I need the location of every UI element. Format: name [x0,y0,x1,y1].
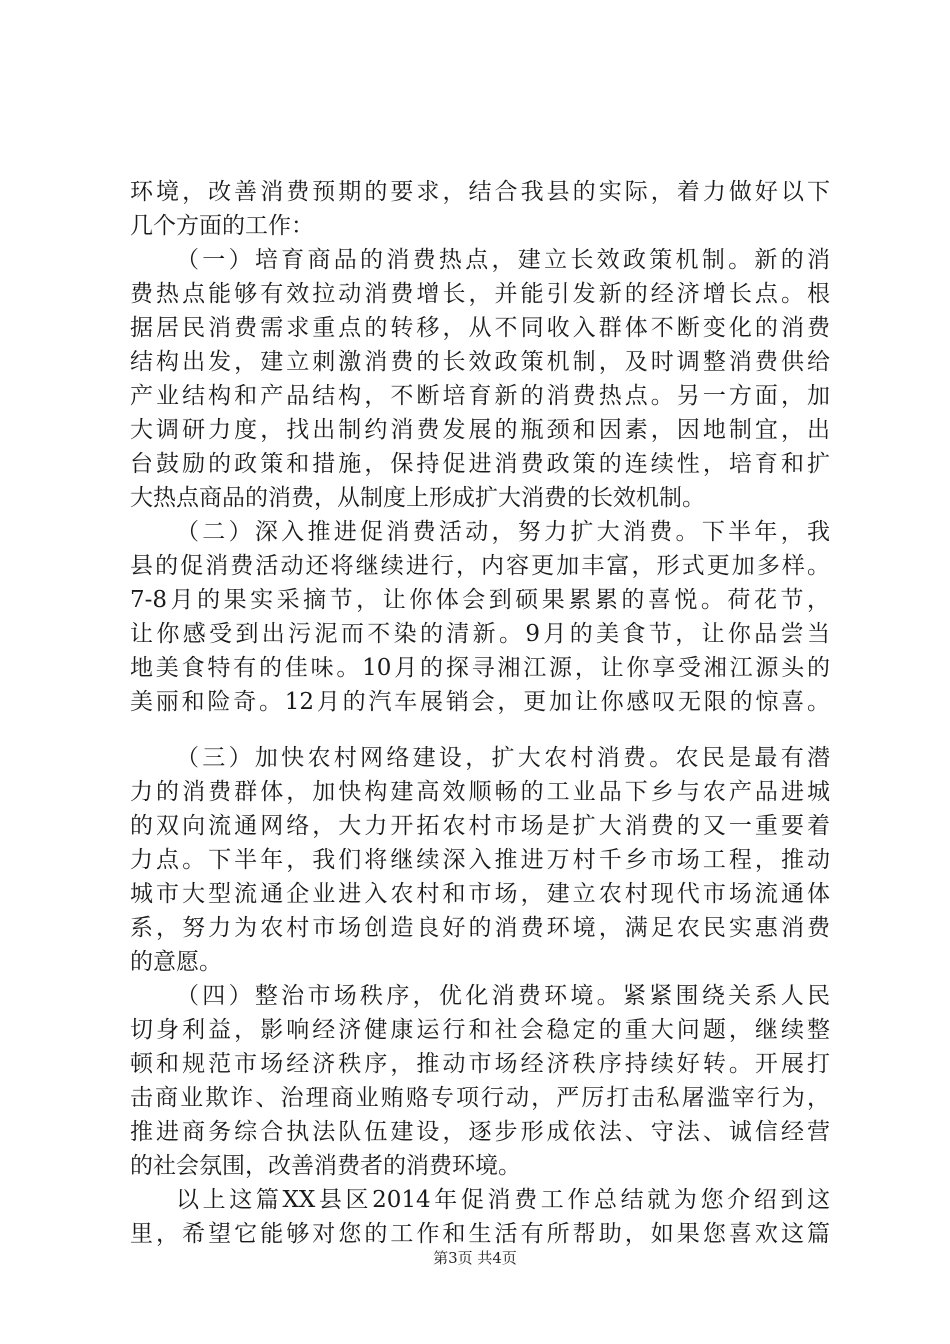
text-line: 推进商务综合执法队伍建设，逐步形成依法、守法、诚信经营 [130,1119,830,1145]
text-line: 力点。下半年，我们将继续深入推进万村千乡市场工程，推动 [130,847,830,873]
paragraph-start: （一）培育商品的消费热点，建立长效政策机制。新的消 [176,247,830,273]
paragraph-start: （二）深入推进促消费活动，努力扩大消费。下半年，我 [176,519,830,545]
text-line: 顿和规范市场经济秩序，推动市场经济秩序持续好转。开展打 [130,1051,830,1077]
text-line: 产业结构和产品结构，不断培育新的消费热点。另一方面，加 [130,383,830,409]
text-line: 几个方面的工作： [130,213,314,239]
text-line: 城市大型流通企业进入农村和市场，建立农村现代市场流通体 [130,881,830,907]
text-line: 台鼓励的政策和措施，保持促进消费政策的连续性，培育和扩 [130,451,830,477]
text-line: 费热点能够有效拉动消费增长，并能引发新的经济增长点。根 [130,281,830,307]
text-line: 7-8月的果实采摘节，让你体会到硕果累累的喜悦。荷花节， [130,587,830,613]
text-line: 的双向流通网络，大力开拓农村市场是扩大消费的又一重要着 [130,813,830,839]
page-footer: 第3页 共4页 [433,1249,517,1267]
text-line: 据居民消费需求重点的转移，从不同收入群体不断变化的消费 [130,315,830,341]
paragraph-start: （四）整治市场秩序，优化消费环境。紧紧围绕关系人民 [176,983,830,1009]
text-line: 让你感受到出污泥而不染的清新。9月的美食节，让你品尝当 [130,621,830,647]
text-line: 系，努力为农村市场创造良好的消费环境，满足农民实惠消费 [130,915,830,941]
text-line: 击商业欺诈、治理商业贿赂专项行动，严厉打击私屠滥宰行为， [130,1085,830,1111]
text-line: 里，希望它能够对您的工作和生活有所帮助，如果您喜欢这篇 [130,1221,830,1247]
text-line: 地美食特有的佳味。10月的探寻湘江源，让你享受湘江源头的 [130,655,830,681]
text-line: 大热点商品的消费，从制度上形成扩大消费的长效机制。 [130,485,705,511]
text-line: 的社会氛围，改善消费者的消费环境。 [130,1153,521,1179]
text-line: 县的促消费活动还将继续进行，内容更加丰富，形式更加多样。 [130,553,830,579]
paragraph-start: （三）加快农村网络建设，扩大农村消费。农民是最有潜 [176,745,830,771]
text-line: 美丽和险奇。12月的汽车展销会，更加让你感叹无限的惊喜。 [130,689,830,715]
text-line: 的意愿。 [130,949,222,975]
text-line: 结构出发，建立刺激消费的长效政策机制，及时调整消费供给 [130,349,830,375]
text-line: 环境，改善消费预期的要求，结合我县的实际，着力做好以下 [130,179,830,205]
text-line: 切身利益，影响经济健康运行和社会稳定的重大问题，继续整 [130,1017,830,1043]
text-line: 力的消费群体，加快构建高效顺畅的工业品下乡与农产品进城 [130,779,830,805]
text-line: 大调研力度，找出制约消费发展的瓶颈和因素，因地制宜，出 [130,417,830,443]
paragraph-start: 以上这篇XX县区2014年促消费工作总结就为您介绍到这 [176,1187,830,1213]
